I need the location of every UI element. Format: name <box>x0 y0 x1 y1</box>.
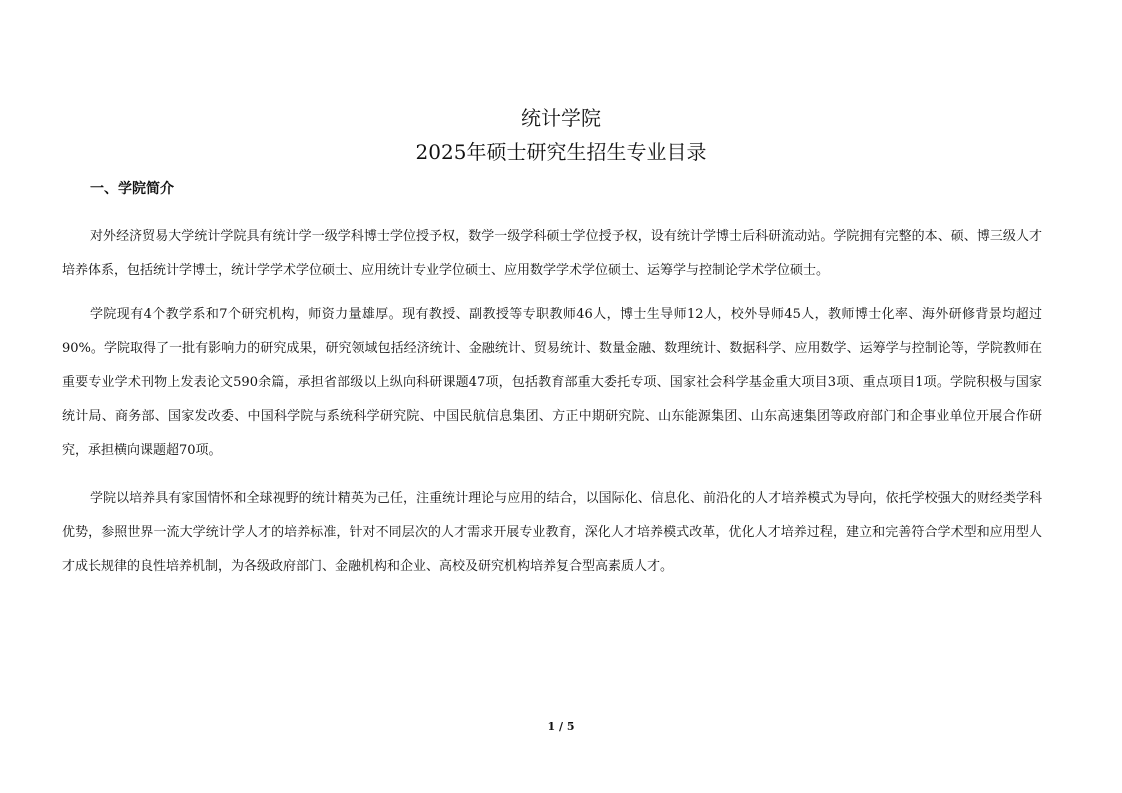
page-number: 1 / 5 <box>547 720 575 733</box>
intro-paragraph-1: 对外经济贸易大学统计学院具有统计学一级学科博士学位授予权，数学一级学科硕士学位授予权，设有统计学博士后科研流动站。学院拥有完整的本、硕、博三级人才培养体系，包括统计学博士，统计学学术学位硕士、应用统计专业学位硕士、应用数学学术学位硕士、运筹学与控制论学术学位硕士。 <box>62 229 1042 278</box>
page-title-school: 统计学院 <box>521 106 601 130</box>
intro-paragraph-2: 学院现有4个教学系和7个研究机构，师资力量雄厚。现有教授、副教授等专职教师46人，博士生导师12人，校外导师45人，教师博士化率、海外研修背景均超过90%。学院取得了一批有影响力的研究成果，研究领域包括经济统计、金融统计、贸易统计、数量金融、数理统计、数据科学、应用数学、运筹学与控制论等，学院教师在重要专业学术刊物上发表论文590余篇，承担省部级以上纵向科研课题47项，包括教育部重大委托专项、国家社会科学基金重大项目3项、重点项目1项。学院积极与国家统计局、商务部、国家发改委、中国科学院与系统科学研究院、中国民航信息集团、方正中期研究院、山东能源集团、山东高速集团等政府部门和企事业单位开展合作研究，承担横向课题超70项。 <box>62 307 1042 458</box>
section-heading-intro: 一、学院简介 <box>90 181 174 197</box>
intro-paragraph-3: 学院以培养具有家国情怀和全球视野的统计精英为己任，注重统计理论与应用的结合，以国际化、信息化、前沿化的人才培养模式为导向，依托学校强大的财经类学科优势，参照世界一流大学统计学人才的培养标准，针对不同层次的人才需求开展专业教育，深化人才培养模式改革，优化人才培养过程，建立和完善符合学术型和应用型人才成长规律的良性培养机制，为各级政府部门、金融机构和企业、高校及研究机构培养复合型高素质人才。 <box>62 491 1042 574</box>
page-title-catalog: 2025年硕士研究生招生专业目录 <box>415 140 707 164</box>
